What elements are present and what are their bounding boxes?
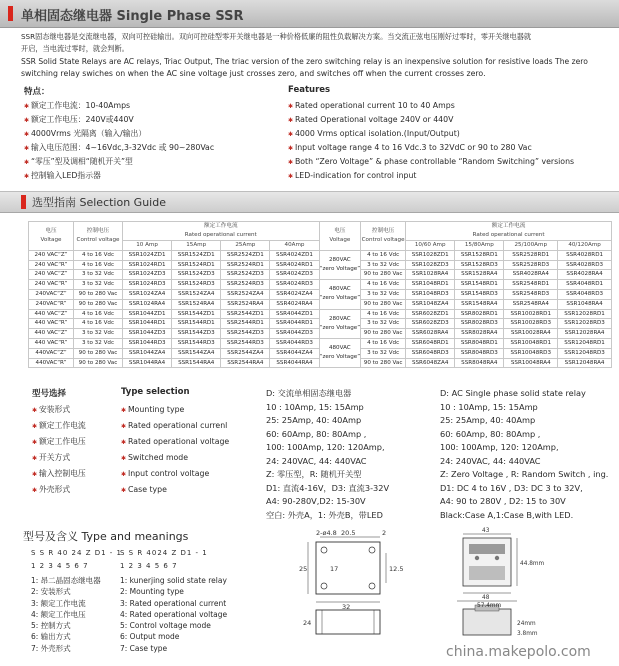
selection-guide-header [0, 191, 619, 213]
dim-left-height: 25 [299, 565, 308, 573]
table-cell: SSR1524ZA4 [172, 289, 221, 299]
description-cn: D: 交流单相固态继电器 10 : 10Amp, 15: 15Amp 25: 25Amp, 40: 40Amp 60: 60Amp, 80: 80Amp , 100: 100Amp, 120: 120Amp, 24: 240VAC, 44: 440VAC Z: 零压型，R: 随机开关型 D1: 直流4-16V，D3: 直流3-32V A4: 90-280V,D2: 15-30V 空白: 外壳A，1: 外壳B，带LED [266, 388, 390, 520]
table-cell: 4 to 16 Vdc [74, 319, 123, 329]
table-cell: SSR6048RD1 [406, 338, 455, 348]
table-cell: SSR1044RD1 [123, 319, 172, 329]
right-voltage-cell: 480VAC “zero Voltage” [319, 280, 361, 309]
table-cell: SSR1048ZA4 [406, 299, 455, 309]
table-cell: SSR8048RD3 [455, 348, 504, 358]
th-current-right: 额定工作电流 Rated operational current [406, 222, 612, 241]
features-en-heading: Features [288, 85, 331, 95]
th-amp: 25/100Amp [504, 241, 558, 251]
th-control: 控制电压 Control voltage [74, 222, 123, 251]
table-cell: 440 VAC“Z” [29, 329, 74, 339]
table-cell: SSR1044RA4 [123, 358, 172, 368]
table-cell: SSR1024RD1 [123, 260, 172, 270]
table-cell: SSR4044ZA4 [270, 348, 319, 358]
table-cell: SSR4044RA4 [270, 358, 319, 368]
table-cell: SSR1524RA4 [172, 299, 221, 309]
table-cell: 3 to 32 Vdc [74, 329, 123, 339]
table-cell: SSR4024RA4 [270, 299, 319, 309]
page-title: 单相固态继电器 Single Phase SSR [21, 9, 244, 24]
table-cell: 3 to 32 Vdc [74, 270, 123, 280]
th-amp: 40/120Amp [558, 241, 612, 251]
table-cell: SSR1544ZD1 [172, 309, 221, 319]
table-cell: SSR4028RD3 [558, 260, 612, 270]
table-cell: SSR4024ZD3 [270, 270, 319, 280]
table-cell: SSR1048RA4 [558, 299, 612, 309]
dim-b-top: 43 [482, 528, 490, 534]
table-cell: SSR8048RA4 [455, 358, 504, 368]
table-cell: SSR2548RD1 [504, 280, 558, 290]
table-cell: SSR12028RD1 [558, 309, 612, 319]
model-cn-heading: 型号选择 [32, 389, 67, 399]
dim-bottom-width: 32 [342, 603, 351, 611]
table-cell: SSR8028RD3 [455, 319, 504, 329]
dim-b-right2: 24mm [517, 621, 536, 627]
th-voltage-right: 电压 Voltage [319, 222, 361, 251]
table-cell: 90 to 280 Vac [361, 270, 406, 280]
table-cell: SSR1544ZD3 [172, 329, 221, 339]
table-cell: 90 to 280 Vac [361, 358, 406, 368]
table-cell: SSR1524RD3 [172, 280, 221, 290]
table-cell: SSR1024ZA4 [123, 289, 172, 299]
table-cell: SSR1048RD3 [406, 289, 455, 299]
th-amp: 10 Amp [123, 241, 172, 251]
table-cell: SSR1044ZA4 [123, 348, 172, 358]
table-cell: 240 VAC“Z” [29, 250, 74, 260]
table-cell: SSR6028RA4 [406, 329, 455, 339]
table-cell: 90 to 280 Vac [361, 299, 406, 309]
th-current-left: 额定工作电流 Rated operational current [123, 222, 320, 241]
th-amp: 40Amp [270, 241, 319, 251]
table-cell: SSR1548RD3 [455, 289, 504, 299]
selection-table-body [29, 250, 612, 368]
table-cell: SSR2544ZD3 [221, 329, 270, 339]
selection-table [28, 221, 612, 368]
table-cell: SSR4024ZD1 [270, 250, 319, 260]
th-amp: 10/60 Amp [406, 241, 455, 251]
table-cell: 90 to 280 Vac [74, 289, 123, 299]
intro-cn-line-2: 开启，当电流过零时，就会判断。 [21, 44, 129, 53]
table-cell: SSR1024ZD1 [123, 250, 172, 260]
table-cell: SSR6048ZA4 [406, 358, 455, 368]
table-cell: SSR2544RA4 [221, 358, 270, 368]
table-cell: 90 to 280 Vac [74, 358, 123, 368]
table-cell: SSR1544ZA4 [172, 348, 221, 358]
table-cell: SSR6028ZD1 [406, 309, 455, 319]
table-cell: 240VAC“R” [29, 299, 74, 309]
table-cell: SSR4048RD3 [558, 289, 612, 299]
table-cell: SSR2548RD3 [504, 289, 558, 299]
type-meanings-en: 1: kunerjing solid state relay 2: Mounting type 3: Rated operational current 4: Rated operational voltage 5: Control voltage mode 6: Output mode 7: Case type [120, 576, 228, 653]
table-cell: SSR2544RD1 [221, 319, 270, 329]
table-cell: SSR2524RD3 [221, 280, 270, 290]
table-cell: SSR1028ZD1 [406, 250, 455, 260]
model-en-list: ✱ Mounting type ✱ Rated operational currenl ✱ Rated operational voltage ✱ Switched mode ✱ Input control voltage ✱ Case type [121, 402, 229, 498]
intro-en-line-2: switching relay swiches on when the AC sine voltage just crosses zero, and switches off when the current crosses zero. [21, 69, 486, 78]
type-meanings-title: 型号及含义 Type and meanings [23, 530, 189, 543]
th-voltage: 电压 Voltage [29, 222, 74, 251]
table-row [29, 309, 612, 319]
table-cell: SSR8028RA4 [455, 329, 504, 339]
table-cell: SSR1544RD3 [172, 338, 221, 348]
table-cell: SSR10028RD1 [504, 309, 558, 319]
table-cell: SSR12028RA4 [558, 329, 612, 339]
table-cell: 240 VAC“Z” [29, 270, 74, 280]
table-cell: SSR1524RD1 [172, 260, 221, 270]
right-voltage-cell: 480VAC “zero Voltage” [319, 338, 361, 367]
th-control-right: 控制电压 Control voltage [361, 222, 406, 251]
table-cell: SSR6028ZD3 [406, 319, 455, 329]
type-code-b: S S R 4024 Z D1 - 1 [120, 549, 208, 557]
table-cell: 3 to 32 Vdc [74, 280, 123, 290]
table-cell: SSR4024ZA4 [270, 289, 319, 299]
table-row [29, 280, 612, 290]
table-cell: SSR2524RD1 [221, 260, 270, 270]
table-cell: SSR2528RD1 [504, 250, 558, 260]
header-accent-bar [8, 6, 13, 21]
th-amp: 25Amp [221, 241, 270, 251]
table-cell: 3 to 32 Vdc [361, 289, 406, 299]
table-cell: 440 VAC“Z” [29, 309, 74, 319]
table-cell: SSR2544RD3 [221, 338, 270, 348]
model-cn-list: ✱ 安装形式 ✱ 额定工作电流 ✱ 额定工作电压 ✱ 开关方式 ✱ 输入控制电压 ✱ 外壳形式 [32, 402, 86, 498]
table-cell: SSR4044ZD3 [270, 329, 319, 339]
features-cn-heading: 特点： [24, 87, 50, 97]
th-amp: 15Amp [172, 241, 221, 251]
dim-b-small: 3.8mm [517, 631, 538, 637]
table-cell: 240 VAC“R” [29, 280, 74, 290]
table-cell: SSR1548RA4 [455, 299, 504, 309]
features-cn-list: ✱ 额定工作电流：10-40Amps ✱ 额定工作电压：240V或440V ✱ 4000Vrms 光隔离（输入/输出） ✱ 输入电压范围：4~16Vdc,3-32Vdc 或 90~280Vac ✱ “零压”型及调相“随机开关”型 ✱ 控制输入LED指示器 [24, 99, 214, 183]
page-header [0, 0, 619, 28]
dim-top-right: 2 [382, 529, 387, 537]
table-cell: 4 to 16 Vdc [74, 309, 123, 319]
dim-b-w2: 57.4mm [477, 603, 502, 609]
table-cell: 90 to 280 Vac [361, 329, 406, 339]
table-cell: SSR2544ZD1 [221, 309, 270, 319]
table-cell: SSR4048RD1 [558, 280, 612, 290]
dim-b-right-height: 44.8mm [520, 561, 545, 567]
table-cell: 440VAC“R” [29, 358, 74, 368]
table-cell: SSR4044RD1 [270, 319, 319, 329]
table-cell: SSR2548RA4 [504, 299, 558, 309]
table-cell: SSR4028RA4 [558, 270, 612, 280]
dim-mid-height: 17 [330, 565, 339, 573]
table-cell: 3 to 32 Vdc [361, 348, 406, 358]
table-cell: SSR4044ZD1 [270, 309, 319, 319]
table-cell: 4 to 16 Vdc [74, 250, 123, 260]
type-code-a-numbers: 1 2 3 4 5 6 7 [31, 562, 89, 570]
table-cell: SSR2524ZD1 [221, 250, 270, 260]
table-cell: SSR1024RA4 [123, 299, 172, 309]
table-row [29, 338, 612, 348]
table-cell: SSR2528RD3 [504, 260, 558, 270]
selection-guide-title: 选型指南 Selection Guide [32, 196, 166, 209]
table-row [29, 250, 612, 260]
table-cell: SSR6048RD3 [406, 348, 455, 358]
table-cell: 4 to 16 Vdc [361, 338, 406, 348]
table-cell: SSR8048RD1 [455, 338, 504, 348]
table-cell: SSR10048RD1 [504, 338, 558, 348]
table-cell: SSR4044RD3 [270, 338, 319, 348]
th-amp: 15/80Amp [455, 241, 504, 251]
type-code-a: S S R 40 24 Z D1 - 1 [31, 549, 122, 557]
description-en: D: AC Single phase solid state relay 10 : 10Amp, 15: 15Amp 25: 25Amp, 40: 40Amp 60: 60Amp, 80: 80Amp , 100: 100Amp, 120: 120Amp, 24: 240VAC, 44: 440VAC Z: Zero Voltage , R: Random Switch , ing. D1: DC 4 to 16V , D3: DC 3 to 32V, A4: 90 to 280V , D2: 15 to 30V Black:Case A,1:Case B,with LED. [440, 388, 609, 520]
table-cell: SSR1528RD1 [455, 250, 504, 260]
table-cell: 440VAC“Z” [29, 348, 74, 358]
dim-hole: 2-ø4.8 [316, 529, 337, 537]
table-cell: SSR1544RA4 [172, 358, 221, 368]
table-cell: SSR1524ZD1 [172, 250, 221, 260]
table-cell: SSR1024RD3 [123, 280, 172, 290]
table-cell: SSR1524ZD3 [172, 270, 221, 280]
table-cell: 240VAC“Z” [29, 289, 74, 299]
table-cell: 240 VAC“R” [29, 260, 74, 270]
dim-right-height: 12.5 [389, 565, 404, 573]
table-cell: SSR1548RD1 [455, 280, 504, 290]
table-cell: SSR10048RD3 [504, 348, 558, 358]
table-cell: 4 to 16 Vdc [361, 309, 406, 319]
features-en-list: ✱ Rated operational current 10 to 40 Amps ✱ Rated Operational voltage 240V or 440V ✱ 4000 Vrms optical isolation.(Input/Output) ✱ Input voltage range 4 to 16 Vdc.3 to 32VdC or 90 to 280 Vac ✱ Both “Zero Voltage” & phase controllable “Random Switching” versions ✱ LED-indication for control input [288, 99, 574, 183]
selection-accent-bar [21, 195, 26, 209]
table-cell: SSR8028RD1 [455, 309, 504, 319]
table-cell: 440 VAC“R” [29, 319, 74, 329]
table-cell: SSR4028RD1 [558, 250, 612, 260]
table-cell: SSR4028RA4 [504, 270, 558, 280]
table-cell: SSR1528RA4 [455, 270, 504, 280]
table-cell: SSR1544RD1 [172, 319, 221, 329]
table-cell: SSR2524ZD3 [221, 270, 270, 280]
table-cell: SSR12048RD1 [558, 338, 612, 348]
table-cell: SSR1044ZD3 [123, 329, 172, 339]
table-cell: 4 to 16 Vdc [361, 250, 406, 260]
dim-side-height: 24 [303, 619, 312, 627]
table-cell: SSR10048RA4 [504, 358, 558, 368]
intro-cn-line-1: SSR固态继电器是交流继电器，双向可控硅输出。双向可控硅型零开关继电器是一种价格低廉的阻性负载解决方案。当交流正弦电压刚好过零时，零开关继电器就 [21, 32, 532, 41]
right-voltage-cell: 280VAC “zero Voltage” [319, 309, 361, 338]
table-cell: SSR4024RD1 [270, 260, 319, 270]
table-cell: SSR1028ZD3 [406, 260, 455, 270]
dim-width: 20.5 [341, 529, 356, 537]
table-cell: SSR1528RD3 [455, 260, 504, 270]
table-cell: 4 to 16 Vdc [361, 280, 406, 290]
table-cell: 4 to 16 Vdc [74, 260, 123, 270]
watermark: china.makepolo.com [446, 644, 591, 660]
table-cell: 3 to 32 Vdc [361, 319, 406, 329]
right-voltage-cell: 280VAC “zero Voltage” [319, 250, 361, 279]
case-a-dimension-drawing [286, 527, 410, 642]
table-cell: 3 to 32 Vdc [74, 338, 123, 348]
table-cell: SSR12028RD3 [558, 319, 612, 329]
table-cell: SSR2524ZA4 [221, 289, 270, 299]
table-cell: SSR10028RA4 [504, 329, 558, 339]
table-cell: SSR12048RD3 [558, 348, 612, 358]
intro-en-line-1: SSR Solid State Relays are AC relays, Triac Output, The triac version of the zero switching relay is an inexpensive solution for resistive loads The zero [21, 57, 588, 66]
model-en-heading: Type selection [121, 387, 190, 397]
table-cell: SSR1048RD1 [406, 280, 455, 290]
table-cell: SSR2524RA4 [221, 299, 270, 309]
table-cell: 90 to 280 Vac [74, 299, 123, 309]
table-cell: SSR1024ZD3 [123, 270, 172, 280]
table-cell: SSR12048RA4 [558, 358, 612, 368]
table-cell: SSR2544ZA4 [221, 348, 270, 358]
case-b-dimension-drawing [447, 527, 547, 642]
dim-b-w1: 48 [482, 595, 490, 601]
type-meanings-cn: 1: 昂二晶固态继电器 2: 安装形式 3: 额定工作电流 4: 额定工作电压 5: 控制方式 6: 输出方式 7: 外壳形式 [31, 576, 101, 653]
table-cell: SSR10028RD3 [504, 319, 558, 329]
table-cell: 440 VAC“R” [29, 338, 74, 348]
table-cell: 3 to 32 Vdc [361, 260, 406, 270]
table-cell: SSR1044RD3 [123, 338, 172, 348]
table-cell: SSR4024RD3 [270, 280, 319, 290]
type-code-b-numbers: 1 2 3 4 5 6 7 [120, 562, 178, 570]
table-cell: 90 to 280 Vac [74, 348, 123, 358]
table-cell: SSR1028RA4 [406, 270, 455, 280]
table-cell: SSR1044ZD1 [123, 309, 172, 319]
